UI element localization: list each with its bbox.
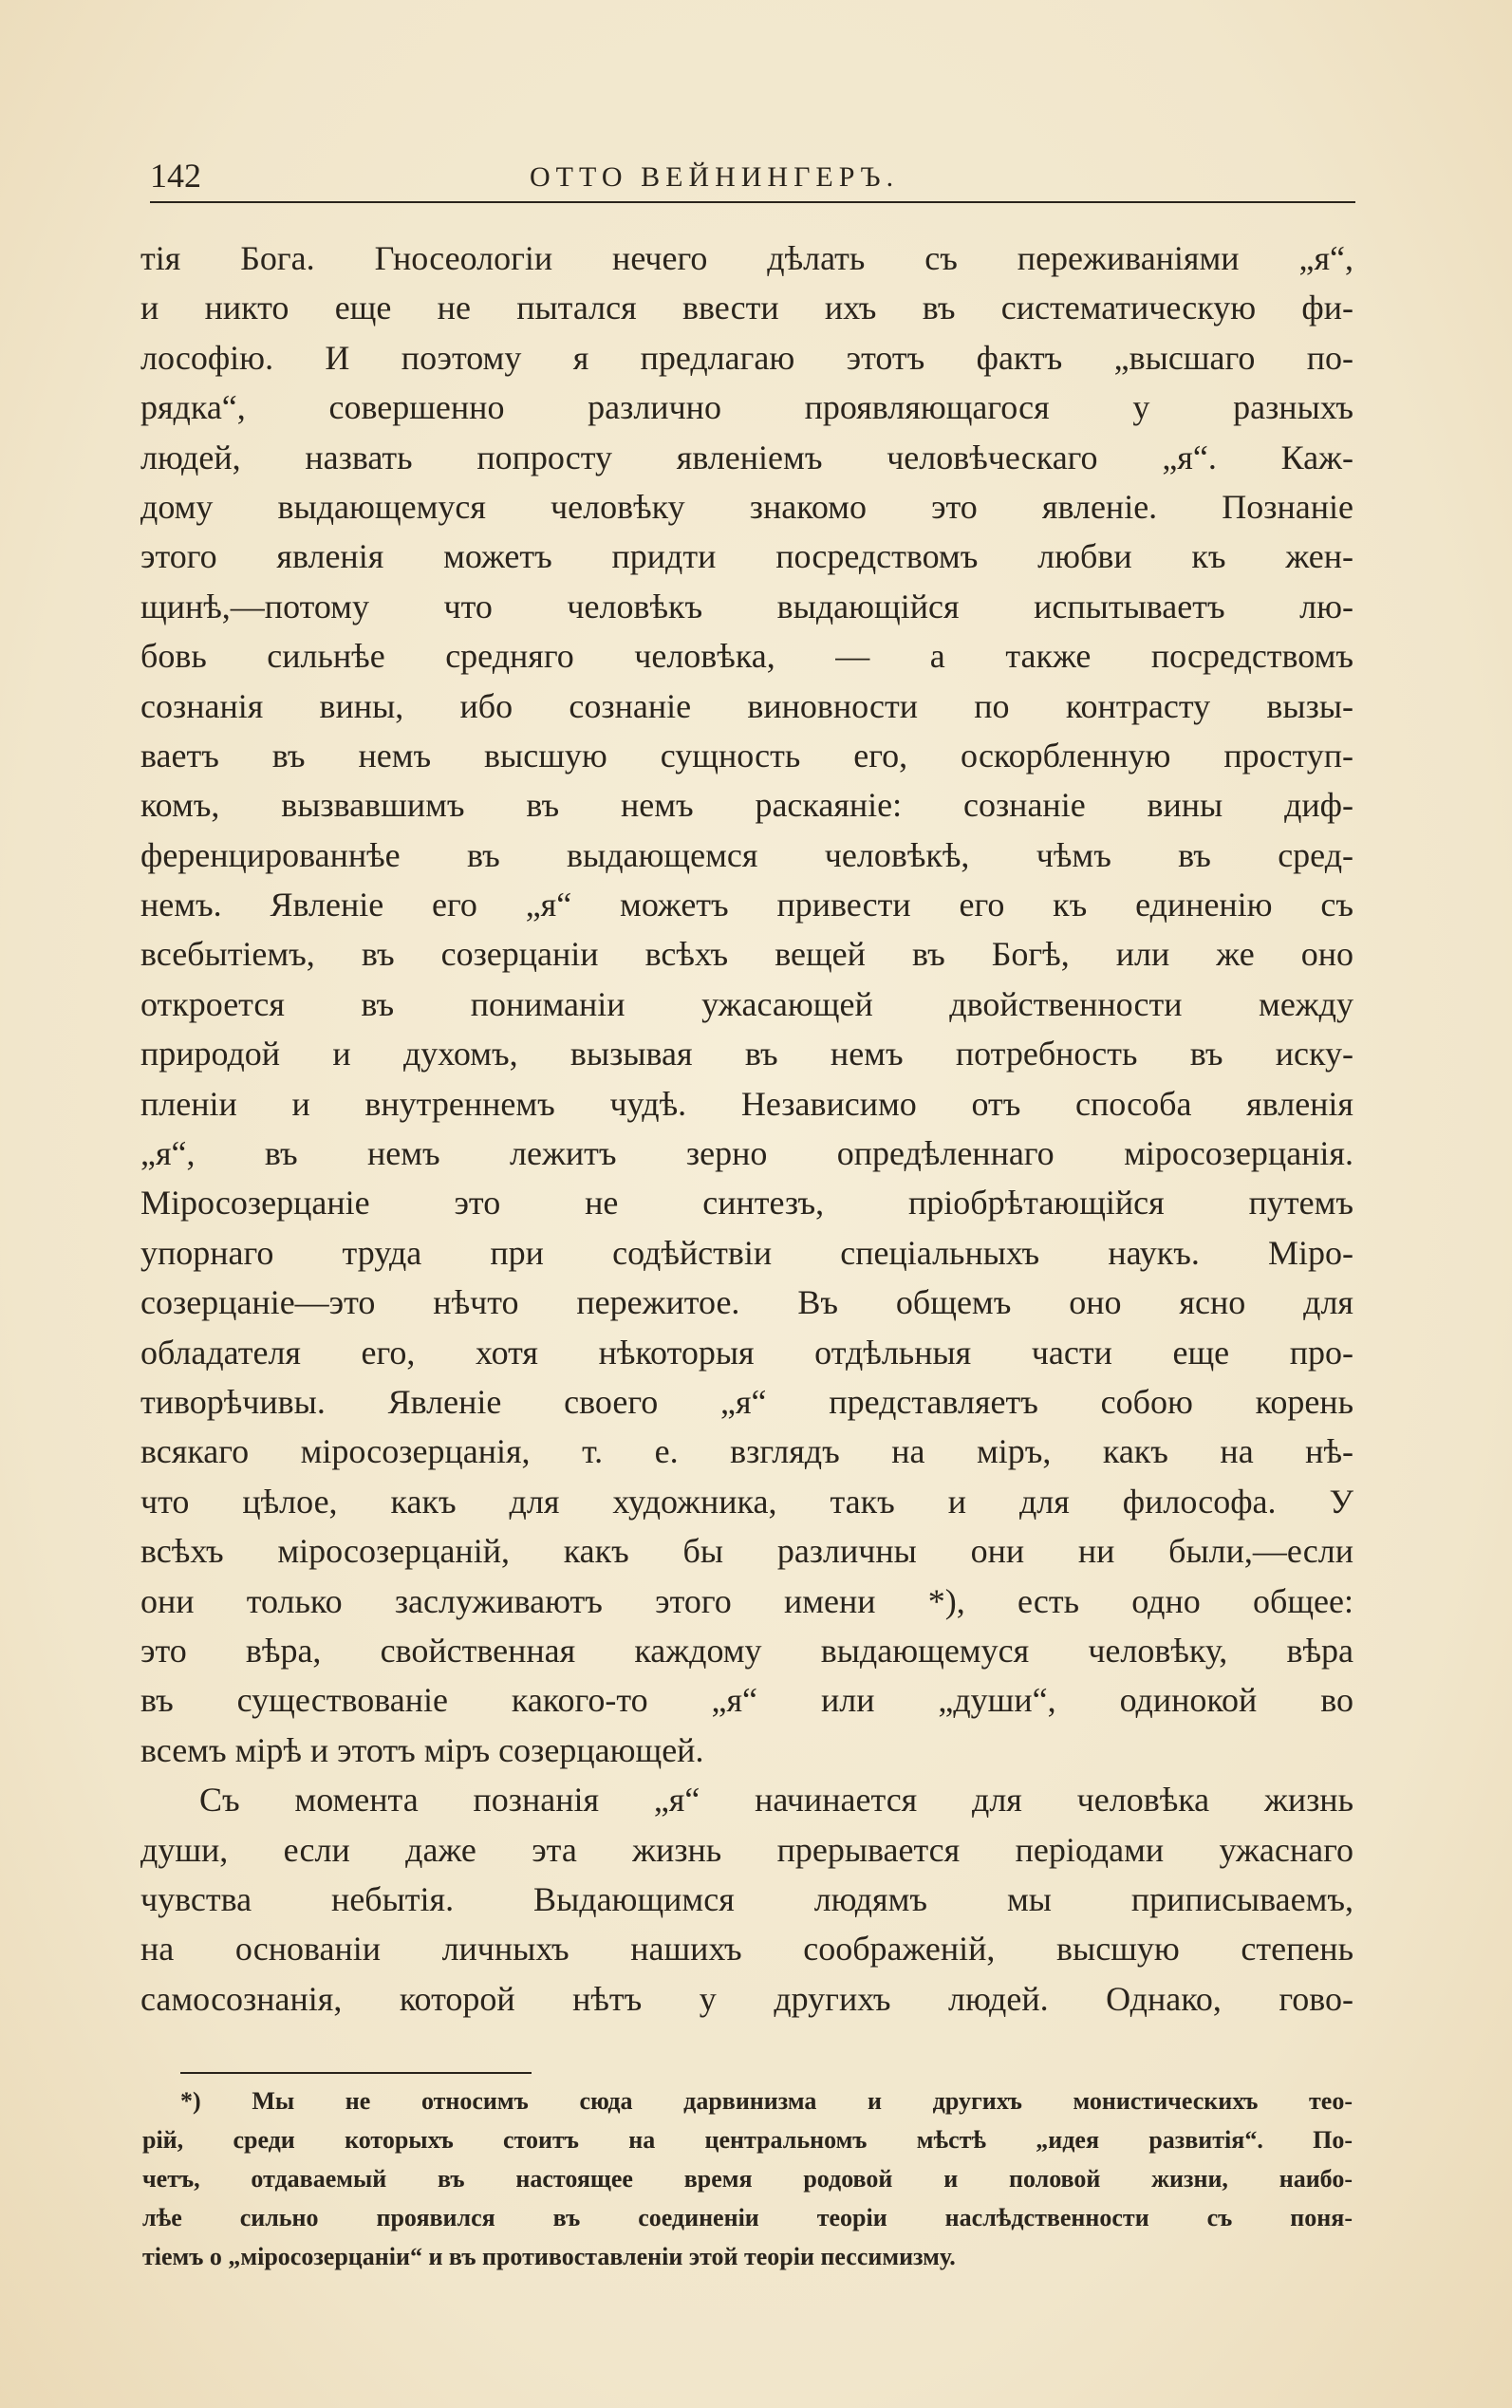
text-line: что цѣлое, какъ для художника, такъ и для философа. У [140,1482,1353,1521]
text-line: чувства небытія. Выдающимся людямъ мы приписываемъ, [140,1879,1353,1918]
footnote-rule [180,2072,532,2074]
text-line: немъ. Явленіе его „я“ можетъ привести его къ единенію съ [140,886,1353,924]
text-line: они только заслуживаютъ этого имени *), есть одно общее: [140,1581,1353,1620]
text-line: людей, назвать попросту явленіемъ человѣческаго „я“. Каж- [140,438,1353,476]
text-line: это вѣра, свойственная каждому выдающемуся человѣку, вѣра [140,1631,1353,1670]
text-line: всемъ мірѣ и этотъ міръ созерцающей. [140,1730,704,1769]
text-line: дому выдающемуся человѣку знакомо это явленіе. Познаніе [140,487,1353,526]
text-line: рядка“, совершенно различно проявляющагося у разныхъ [140,388,1353,427]
text-line: откроется въ пониманіи ужасающей двойственности между [140,984,1353,1023]
text-line: природой и духомъ, вызывая въ немъ потребность въ иску- [140,1035,1353,1073]
text-line: пленіи и внутреннемъ чудѣ. Независимо отъ способа явленія [140,1084,1353,1123]
text-line: этого явленія можетъ придти посредствомъ любви къ жен- [140,537,1353,576]
text-line: комъ, вызвавшимъ въ немъ раскаяніе: сознаніе вины диф- [140,786,1353,825]
running-head: ОТТО ВЕЙНИНГЕРЪ. [530,161,900,193]
text-line: „я“, въ немъ лежитъ зерно опредѣленнаго міросозерцанія. [140,1134,1353,1173]
body-text [140,233,1353,2024]
footnote-line: лѣе сильно проявился въ соединеніи теоріи наслѣдственности съ поня- [142,2204,1353,2231]
footnote-line: четъ, отдаваемый въ настоящее время родовой и половой жизни, наибо- [142,2165,1353,2193]
text-line: самосознанія, которой нѣтъ у другихъ людей. Однако, гово- [140,1979,1353,2018]
text-line: всебытіемъ, въ созерцаніи всѣхъ вещей въ Богѣ, или же оно [140,935,1353,974]
text-line: сознанія вины, ибо сознаніе виновности по контрасту вызы- [140,686,1353,725]
footnote-line: тіемъ о „міросозерцаніи“ и въ противоставленіи этой теоріи пессимизму. [142,2243,956,2270]
footnote [142,2081,1353,2276]
text-line: щинѣ,—потому что человѣкъ выдающійся испытываетъ лю- [140,587,1353,625]
page-header [150,152,1355,209]
text-line: и никто еще не пытался ввести ихъ въ систематическую фи- [140,289,1353,327]
text-line: всякаго міросозерцанія, т. е. взглядъ на міръ, какъ на нѣ- [140,1432,1353,1471]
text-line: упорнаго труда при содѣйствіи спеціальныхъ наукъ. Міро- [140,1233,1353,1272]
text-line: обладателя его, хотя нѣкоторыя отдѣльныя части еще про- [140,1333,1353,1372]
text-line: на основаніи личныхъ нашихъ соображеній, высшую степень [140,1930,1353,1969]
text-line: ваетъ въ немъ высшую сущность его, оскорбленную проступ- [140,736,1353,775]
footnote-line: *) Мы не относимъ сюда дарвинизма и другихъ монистическихъ тео- [180,2087,1353,2115]
text-line: Міросозерцаніе это не синтезъ, пріобрѣтающійся путемъ [140,1184,1353,1223]
footnote-line: рій, среди которыхъ стоитъ на центральномъ мѣстѣ „идея развитія“. По- [142,2126,1353,2154]
text-line: лософію. И поэтому я предлагаю этотъ фактъ „высшаго по- [140,338,1353,377]
text-line: Съ момента познанія „я“ начинается для человѣка жизнь [199,1781,1353,1820]
text-line: бовь сильнѣе средняго человѣка, — а также посредствомъ [140,637,1353,676]
text-line: тія Бога. Гносеологіи нечего дѣлать съ переживаніями „я“, [140,239,1353,277]
header-rule [150,201,1355,203]
text-line: всѣхъ міросозерцаній, какъ бы различны они ни были,—если [140,1532,1353,1571]
page-number: 142 [150,157,201,195]
text-line: души, если даже эта жизнь прерывается періодами ужаснаго [140,1830,1353,1869]
text-line: тиворѣчивы. Явленіе своего „я“ представляетъ собою корень [140,1382,1353,1421]
text-line: ференцированнѣе въ выдающемся человѣкѣ, чѣмъ въ сред- [140,835,1353,874]
text-line: въ существованіе какого-то „я“ или „души“, одинокой во [140,1681,1353,1720]
text-line: созерцаніе—это нѣчто пережитое. Въ общемъ оно ясно для [140,1283,1353,1322]
